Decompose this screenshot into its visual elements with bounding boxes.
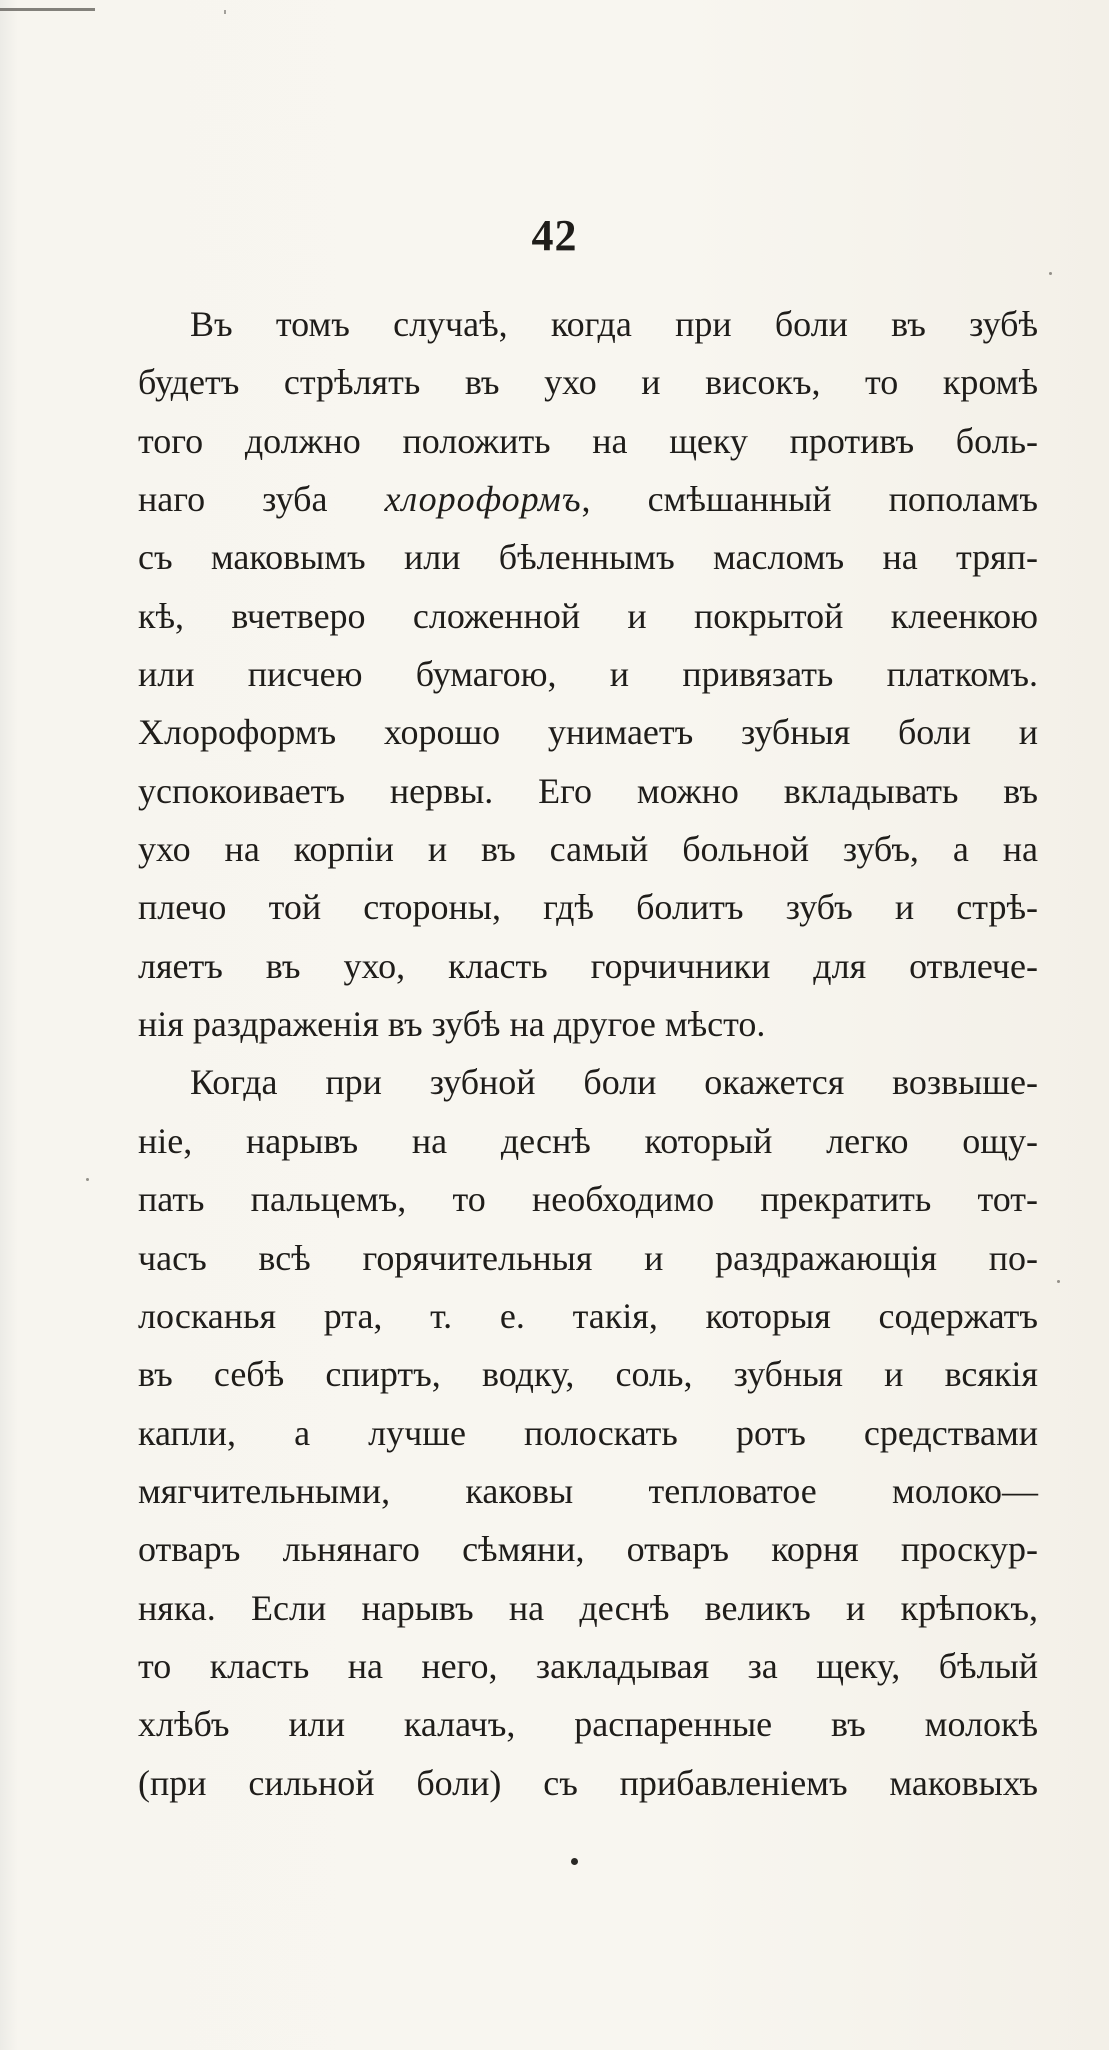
text-line-segment: съ маковымъ или бѣленнымъ масломъ на тряп- [138, 537, 1038, 578]
text-line-segment: ухо на корпіи и въ самый больной зубъ, а на [138, 829, 1038, 870]
text-line [138, 295, 1038, 353]
text-line [138, 995, 1038, 1053]
text-line-segment: хлѣбъ или калачъ, распаренные въ молокѣ [138, 1704, 1038, 1745]
top-edge-rule [0, 8, 95, 11]
text-line-segment: Когда при зубной боли окажется возвыше- [190, 1062, 1038, 1103]
text-line-segment: или писчею бумагою, и привязать платкомъ. [138, 654, 1038, 695]
top-edge-mark [224, 10, 226, 14]
text-line [138, 1579, 1038, 1637]
text-line [138, 528, 1038, 586]
text-line [138, 878, 1038, 936]
text-line-segment: Въ томъ случаѣ, когда при боли въ зубѣ [190, 304, 1038, 344]
text-line-segment: успокоиваетъ нервы. Его можно вкладывать въ [138, 770, 1038, 811]
printer-dot [571, 1858, 578, 1865]
text-line [138, 1404, 1038, 1462]
text-line-segment: ніе, нарывъ на деснѣ который легко ощу- [138, 1120, 1038, 1161]
text-line [138, 587, 1038, 645]
text-line [138, 937, 1038, 995]
text-line-segment: въ себѣ спиртъ, водку, соль, зубныя и всякія [138, 1354, 1038, 1395]
text-line-segment: Хлороформъ хорошо унимаетъ зубныя боли и [138, 712, 1038, 753]
text-line [138, 1112, 1038, 1170]
text-line [138, 1287, 1038, 1345]
text-line-segment: часъ всѣ горячительныя и раздражающія по- [138, 1237, 1038, 1278]
text-line-segment: , смѣшанный пополамъ [581, 479, 1038, 520]
text-line [138, 470, 1038, 528]
text-line-segment: няка. Если нарывъ на деснѣ великъ и крѣпокъ, [138, 1587, 1038, 1628]
text-line [138, 1229, 1038, 1287]
paper-speck [1057, 1280, 1060, 1283]
text-line-segment: кѣ, вчетверо сложенной и покрытой клеенкою [138, 595, 1038, 636]
text-line-segment: (при сильной боли) съ прибавленіемъ маковыхъ [138, 1762, 1038, 1803]
text-line-segment: отваръ льнянаго сѣмяни, отваръ корня проскур- [138, 1529, 1038, 1570]
paper-speck [1049, 272, 1052, 275]
text-line [138, 703, 1038, 761]
text-line [138, 1754, 1038, 1812]
text-line-segment: того должно положить на щеку противъ боль- [138, 420, 1038, 461]
text-line-segment: наго зуба [138, 479, 385, 520]
paper-speck [86, 1178, 89, 1181]
text-line-segment: капли, а лучше полоскать ротъ средствами [138, 1412, 1038, 1453]
text-line [138, 1462, 1038, 1520]
page-number: 42 [531, 211, 578, 260]
text-line [138, 762, 1038, 820]
text-line-segment: пать пальцемъ, то необходимо прекратить тот- [138, 1179, 1038, 1220]
text-line-segment: плечо той стороны, гдѣ болитъ зубъ и стрѣ- [138, 887, 1038, 928]
text-line [138, 1170, 1038, 1228]
text-line-segment: нія раздраженія въ зубѣ на другое мѣсто. [138, 1004, 766, 1045]
text-line-segment: мягчительными, каковы тепловатое молоко— [138, 1470, 1038, 1511]
text-line-segment: то класть на него, закладывая за щеку, бѣлый [138, 1645, 1038, 1686]
text-line-segment: ляетъ въ ухо, класть горчичники для отвлече- [138, 945, 1038, 986]
body-text [138, 295, 1038, 1812]
text-line [138, 1637, 1038, 1695]
text-line [138, 1345, 1038, 1403]
text-line [138, 1695, 1038, 1753]
italic-term: хлороформъ [384, 479, 582, 520]
text-line [138, 1520, 1038, 1578]
text-line-segment: будетъ стрѣлять въ ухо и високъ, то кромѣ [138, 362, 1038, 403]
text-line [138, 820, 1038, 878]
text-line [138, 353, 1038, 411]
text-line [138, 412, 1038, 470]
text-line [138, 645, 1038, 703]
text-line [138, 1053, 1038, 1111]
text-line-segment: лосканья рта, т. е. такія, которыя содержатъ [138, 1295, 1038, 1336]
